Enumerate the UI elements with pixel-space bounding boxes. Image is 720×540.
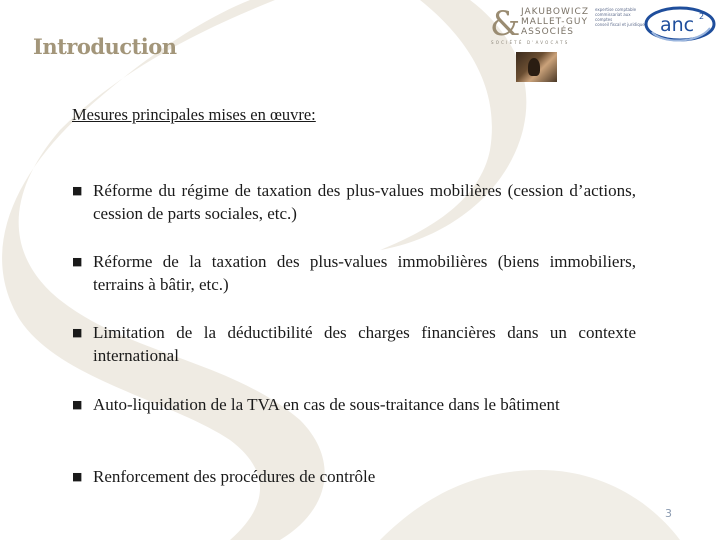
slide-title: Introduction xyxy=(33,34,177,59)
list-item-text: Réforme de la taxation des plus-values immobilières (biens immobiliers, terrains à bâtir, etc.) xyxy=(93,252,636,294)
firm-tagline: SOCIÉTÉ D'AVOCATS xyxy=(491,40,570,45)
expert-badge-line: commissariat aux comptes xyxy=(595,12,631,22)
firm-name-line: JAKUBOWICZ xyxy=(521,7,590,17)
list-item xyxy=(72,465,636,488)
square-bullet-icon: ■ xyxy=(72,470,83,483)
expert-badge-line: expertise comptable xyxy=(595,7,637,12)
list-item xyxy=(72,393,636,416)
list-item-text: Limitation de la déductibilité des charges financières dans un contexte international xyxy=(93,323,636,365)
anc-logo xyxy=(642,4,718,44)
list-item xyxy=(72,321,636,367)
list-item-text: Réforme du régime de taxation des plus-values mobilières (cession d’actions, cession de parts sociales, etc.) xyxy=(93,181,636,223)
anc-text: anc xyxy=(660,14,695,36)
square-bullet-icon: ■ xyxy=(72,398,83,411)
firm-logo xyxy=(488,4,590,50)
firm-name xyxy=(521,7,589,37)
list-item-text: Renforcement des procédures de contrôle xyxy=(93,467,376,486)
firm-name-line: MALLET-GUY xyxy=(521,17,588,27)
ampersand-logo-icon: & xyxy=(490,4,521,44)
expert-badge-line: conseil fiscal et juridique xyxy=(595,22,645,27)
expert-badge xyxy=(595,7,647,37)
square-bullet-icon: ■ xyxy=(72,326,83,339)
square-bullet-icon: ■ xyxy=(72,184,83,197)
header-logos xyxy=(488,4,718,84)
list-item-text: Auto-liquidation de la TVA en cas de sous-traitance dans le bâtiment xyxy=(93,395,560,414)
anc-superscript: 2 xyxy=(699,12,705,21)
firm-name-line: ASSOCIÉS xyxy=(521,27,575,37)
square-bullet-icon: ■ xyxy=(72,255,83,268)
lawyer-photo xyxy=(516,52,557,82)
list-item xyxy=(72,250,636,296)
page-number: 3 xyxy=(665,507,672,520)
section-heading: Mesures principales mises en œuvre: xyxy=(72,105,316,124)
list-item xyxy=(72,179,636,225)
